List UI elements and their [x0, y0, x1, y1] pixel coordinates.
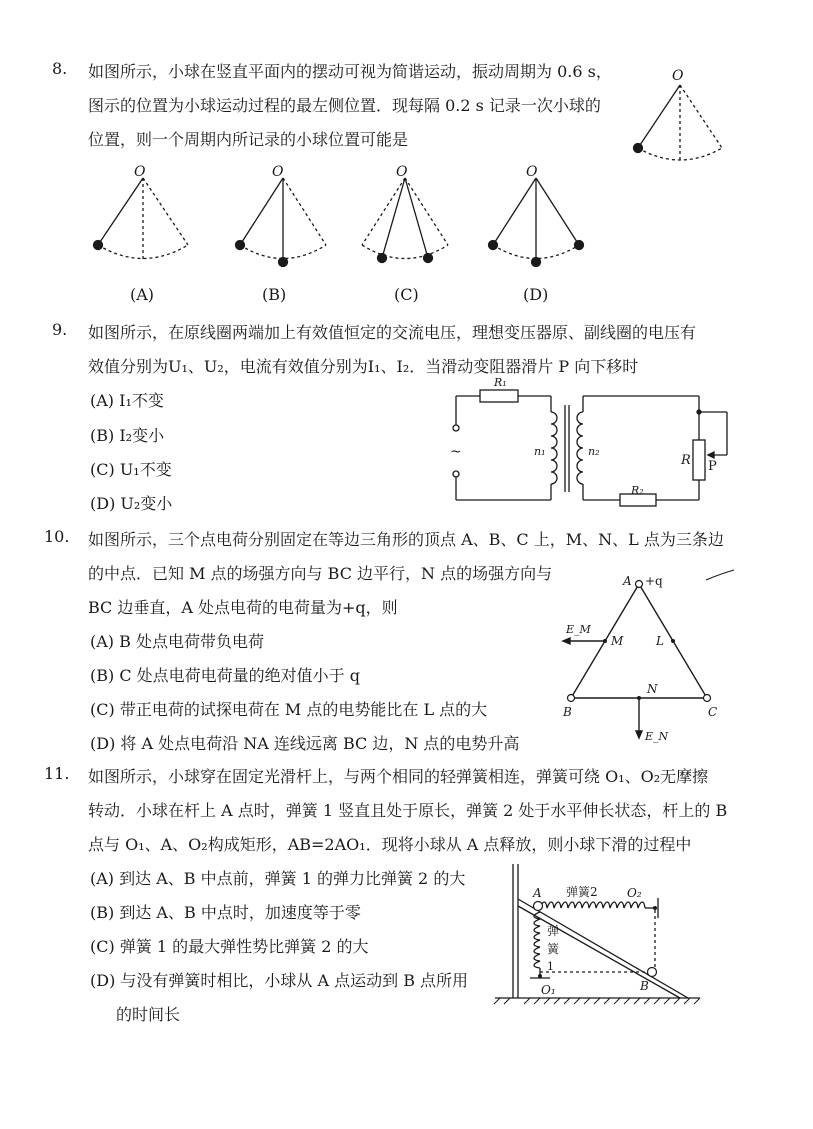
ac-source-label: ~	[450, 444, 462, 460]
q9-option-a: (A) I₁不变	[90, 391, 164, 410]
midpoint-m-label: M	[611, 634, 624, 648]
choice-label-b: (B)	[262, 285, 287, 304]
choice-label-a: (A)	[130, 285, 155, 304]
question-10-number: 10.	[44, 527, 70, 546]
q9-option-d: (D) U₂变小	[90, 494, 173, 513]
question-11-number: 11.	[44, 764, 70, 783]
n2-label: n₂	[588, 445, 600, 458]
hinge-o1-label: O₁	[541, 983, 556, 997]
question-11-text-line-1: 如图所示，小球穿在固定光滑杆上，与两个相同的轻弹簧相连，弹簧可绕 O₁、O₂无摩擦	[88, 767, 709, 786]
midpoint-n-label: N	[647, 682, 658, 696]
question-11-text-line-2: 转动．小球在杆上 A 点时，弹簧 1 竖直且处于原长，弹簧 2 处于水平伸长状态，杆上的 B	[88, 801, 728, 820]
q11-option-c: (C) 弹簧 1 的最大弹性势比弹簧 2 的大	[90, 937, 369, 956]
question-8-text-line-2: 图示的位置为小球运动过程的最左侧位置．现每隔 0.2 s 记录一次小球的	[88, 96, 601, 115]
question-9-number: 9.	[52, 320, 68, 339]
spring-1-label-bottom: 簧	[547, 942, 560, 956]
question-9-text-line-2: 效值分别为U₁、U₂，电流有效值分别为I₁、I₂．当滑动变阻器滑片 P 向下移时	[88, 357, 639, 376]
question-8-text-line-3: 位置，则一个周期内所记录的小球位置可能是	[88, 130, 409, 149]
question-10-text-line-2: 的中点．已知 M 点的场强方向与 BC 边平行，N 点的场强方向与	[88, 564, 553, 583]
q11-option-a: (A) 到达 A、B 中点前，弹簧 1 的弹力比弹簧 2 的大	[90, 869, 466, 888]
question-10-text-line-1: 如图所示，三个点电荷分别固定在等边三角形的顶点 A、B、C 上，M、N、L 点为三条边	[88, 530, 724, 549]
question-8-text-line-1: 如图所示，小球在竖直平面内的摆动可视为简谐运动，振动周期为 0.6 s，	[88, 62, 612, 81]
q11-option-b: (B) 到达 A、B 中点时，加速度等于零	[90, 903, 361, 922]
vertex-c-label: C	[708, 705, 718, 719]
q10-option-b: (B) C 处点电荷电荷量的绝对值小于 q	[90, 666, 360, 685]
pivot-label-d: O	[526, 164, 538, 180]
field-en-label: E_N	[645, 730, 669, 743]
q10-option-c: (C) 带正电荷的试探电荷在 M 点的电势能比在 L 点的大	[90, 700, 488, 719]
r-label: R	[681, 453, 691, 468]
point-b-label: B	[640, 979, 649, 993]
spring-2-label: 弹簧2	[566, 885, 598, 899]
q10-option-a: (A) B 处点电荷带负电荷	[90, 632, 264, 651]
question-9-text-line-1: 如图所示，在原线圈两端加上有效值恒定的交流电压，理想变压器原、副线圈的电压有	[88, 323, 697, 342]
r2-label: R₂	[631, 484, 644, 497]
charge-label: +q	[645, 574, 663, 588]
vertex-b-label: B	[563, 705, 572, 719]
point-a-label: A	[533, 886, 542, 900]
q9-option-c: (C) U₁不变	[90, 460, 172, 479]
vertex-a-label: A	[623, 574, 632, 588]
p-label: P	[708, 459, 717, 474]
q9-option-b: (B) I₂变小	[90, 426, 165, 445]
field-em-label: E_M	[566, 623, 591, 636]
pivot-label-a: O	[134, 164, 146, 180]
choice-label-c: (C)	[394, 285, 419, 304]
q11-option-d: (D) 与没有弹簧时相比，小球从 A 点运动到 B 点所用	[90, 971, 469, 990]
q11-option-d-continued: 的时间长	[116, 1005, 181, 1024]
n1-label: n₁	[534, 445, 546, 458]
r1-label: R₁	[494, 376, 507, 389]
spring-1-number: 1	[547, 960, 554, 973]
midpoint-l-label: L	[656, 634, 664, 648]
choice-label-d: (D)	[523, 285, 549, 304]
pivot-label-ref: O	[672, 68, 684, 84]
question-11-text-line-3: 点与 O₁、A、O₂构成矩形，AB=2AO₁．现将小球从 A 点释放，则小球下滑的过程中	[88, 835, 692, 854]
q10-option-d: (D) 将 A 处点电荷沿 NA 连线远离 BC 边，N 点的电势升高	[90, 734, 520, 753]
spring-1-label-top: 弹	[547, 924, 560, 938]
hinge-o2-label: O₂	[627, 886, 642, 900]
pivot-label-c: O	[396, 164, 408, 180]
pivot-label-b: O	[272, 164, 284, 180]
question-10-text-line-3: BC 边垂直，A 处点电荷的电荷量为+q，则	[88, 598, 398, 617]
question-8-number: 8.	[52, 59, 68, 78]
